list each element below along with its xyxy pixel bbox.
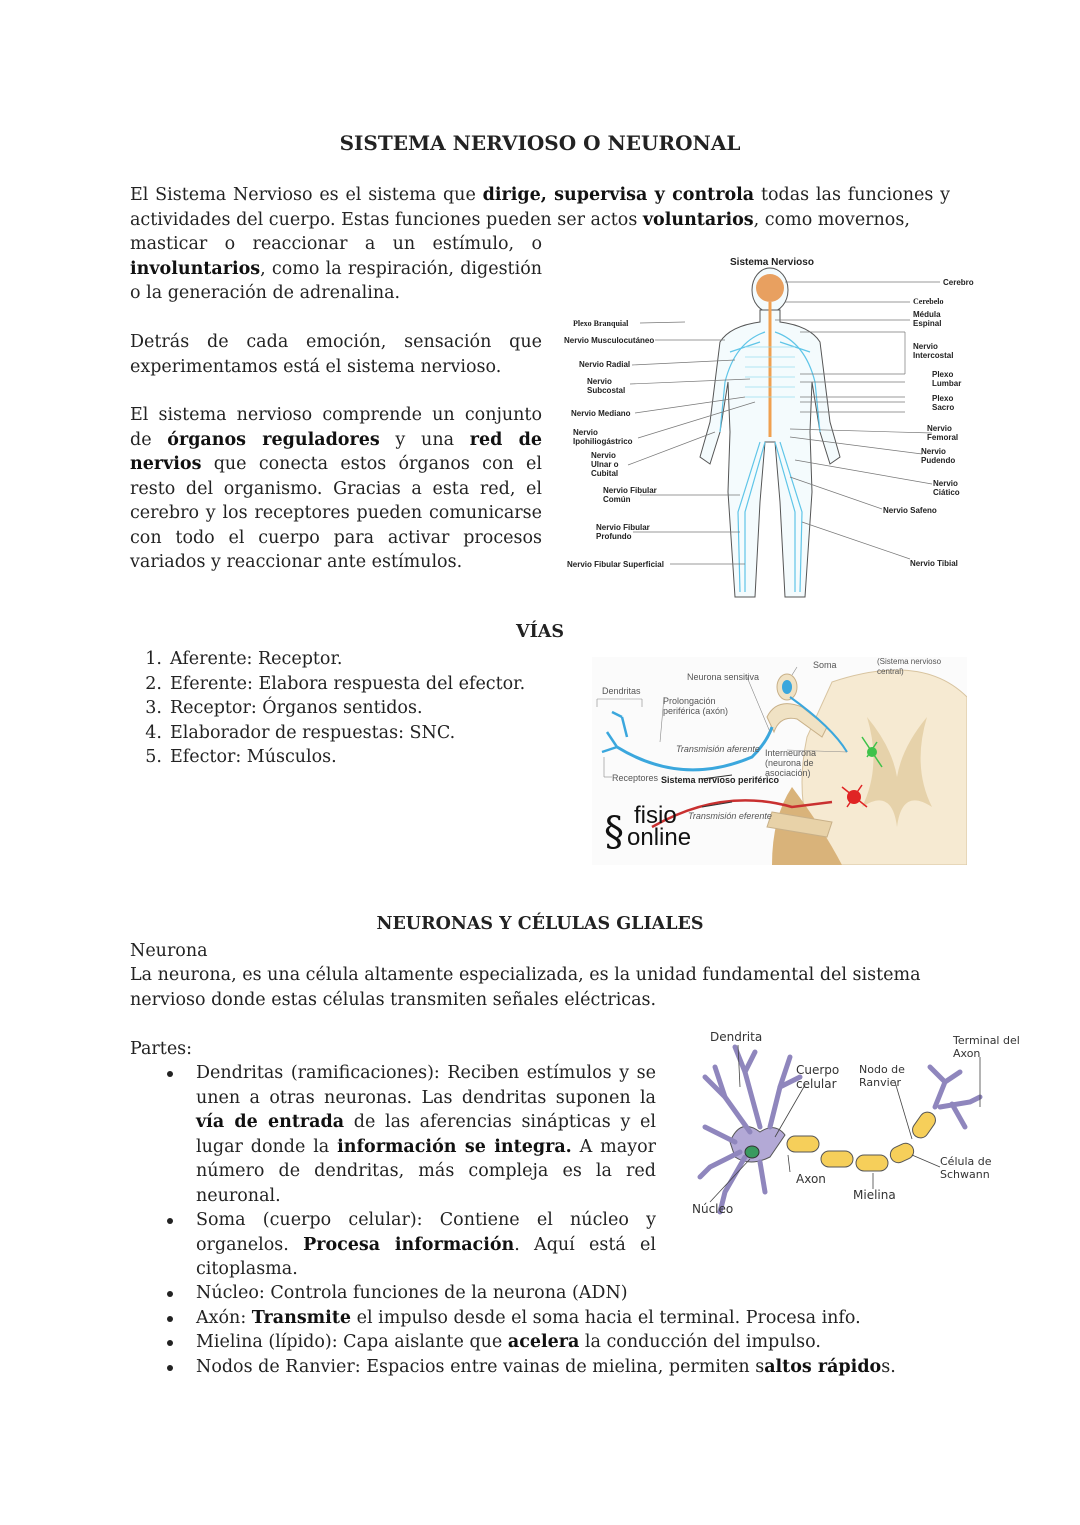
text: el impulso desde el soma hacia el terminal. Procesa info. [351,1307,861,1328]
label-snp: Sistema nervioso periférico [661,775,780,785]
label-cuerpo-celular: Cuerpo celular [796,1063,840,1091]
text: que conecta estos órganos con el resto del organismo. Gracias a esta red, el cerebro y los receptores pueden comunicarse con todo el cuerpo para activar procesos variados y reaccionar ante estímulos. [130,454,542,572]
list-item-nucleo [130,1281,980,1306]
list-item-dendritas [130,1061,656,1208]
label-transmision-eferente: Transmisión eferente [688,811,772,821]
text: la conducción del impulso. [579,1332,821,1352]
bullet-icon [167,1071,173,1077]
list-number: 2. [145,673,162,694]
text: Axón: [196,1307,252,1328]
label-nervio-pudendo: Nervio Pudendo [921,447,956,465]
label-cerebro: Cerebro [943,278,974,287]
bold-text: involuntarios [130,258,261,279]
text: y una [379,429,470,450]
bold-text: voluntarios [642,209,754,230]
label-nucleo: Núcleo [692,1202,734,1216]
bullet-icon [167,1316,173,1322]
list-text: Elaborador de respuestas: SNC. [170,722,456,743]
bullet-icon [167,1340,173,1346]
list-item-axon [130,1306,980,1331]
label-nervio-fibular-superficial: Nervio Fibular Superficial [567,560,664,569]
text: todas las funciones y actividades del cuerpo. Estas funciones pueden ser actos [130,185,950,230]
list-number: 5. [145,747,162,767]
flame-icon: § [604,809,624,855]
network-paragraph [130,403,542,575]
label-soma: Soma [813,660,837,670]
label-nervio-safeno: Nervio Safeno [883,506,937,515]
list-item-ranvier [130,1355,980,1380]
text: A mayor número de dendritas, más compleja es la red neuronal. [196,1136,656,1206]
partes-list-top [130,1061,656,1282]
label-nervio-ulnar: Nervio Ulnar o Cubital [591,451,619,478]
bold-text: red de nervios [130,429,542,474]
label-interneurona: Interneurona (neurona de asociación) [765,748,817,778]
bold-text: altos rápido [764,1356,882,1377]
list-number: 1. [145,649,162,669]
bold-text: Procesa información [303,1234,515,1255]
label-plexo-sacro: Plexo Sacro [932,394,955,412]
label-nervio-fibular-comun: Nervio Fibular Común [603,486,657,504]
neuron-figure [690,1027,1030,1222]
label-snc: (Sistema nervioso central) [877,657,942,676]
label-nervio-ipohiliogastrico: Nervio Ipohiliogástrico [573,428,633,446]
label-plexo-lumbar: Plexo Lumbar [932,370,962,388]
label-mielina: Mielina [853,1188,896,1202]
bold-text: información se integra. [337,1136,572,1157]
vias-title: VÍAS [516,622,564,642]
text: El sistema nervioso comprende un conjunto de [130,405,542,450]
list-item [130,696,525,721]
page-title: SISTEMA NERVIOSO O NEURONAL [339,131,741,155]
nervous-system-figure [560,252,980,604]
neuronas-title: NEURONAS Y CÉLULAS GLIALES [376,914,704,934]
list-text: Efector: Músculos. [170,747,337,767]
intro-paragraph-cont [130,232,542,306]
list-item-soma [130,1208,656,1282]
label-plexo-branquial: Plexo Branquial [573,319,629,328]
text: Dendritas (ramificaciones): Reciben estímulos y se unen a otras neuronas. Las dendritas suponen la [196,1063,656,1108]
figure-title: Sistema Nervioso [730,257,814,268]
label-nervio-intercostal: Nervio Intercostal [913,342,954,360]
label-nervio-tibial: Nervio Tibial [910,559,958,568]
label-nervio-femoral: Nervio Femoral [927,424,959,442]
label-nervio-ciatico: Nervio Ciático [933,479,960,497]
text: , como movernos, [753,209,910,230]
list-item [130,672,525,697]
label-terminal-axon: Terminal del Axon [953,1034,1020,1060]
label-axon: Axon [796,1172,826,1186]
text: s. [881,1356,896,1377]
text: masticar o reaccionar a un estímulo, o [130,234,542,254]
list-number: 4. [145,722,162,743]
bold-text: acelera [507,1332,580,1352]
label-nervio-subcostal: Nervio Subcostal [587,377,626,395]
bullet-icon [167,1365,173,1371]
label-dendritas: Dendritas [602,686,641,696]
bold-text: dirige, supervisa y controla [482,185,755,205]
bold-text: Transmite [251,1307,352,1328]
list-text: Eferente: Elabora respuesta del efector. [170,673,526,694]
bullet-icon [167,1218,173,1224]
neurona-intro: La neurona, es una célula altamente especializada, es la unidad fundamental del sistema nervioso donde estas células transmiten señales eléctricas. [130,965,921,1010]
logo-line2: online [627,824,692,851]
neurona-subtitle: Neurona [130,941,208,961]
label-nervio-mediano: Nervio Mediano [571,409,631,418]
text: Núcleo: Controla funciones de la neurona (ADN) [196,1283,628,1303]
text: El Sistema Nervioso es el sistema que [130,185,483,205]
text: Soma (cuerpo celular): Contiene el núcleo y organelos. [196,1210,656,1255]
vias-list [130,647,525,770]
bold-text: órganos reguladores [167,429,380,450]
label-cerebelo: Cerebelo [913,297,944,306]
list-text: Aferente: Receptor. [170,649,343,669]
partes-label: Partes: [130,1039,193,1059]
text: , como la respiración, digestión o la generación de adrenalina. [130,258,542,303]
label-nervio-fibular-profundo: Nervio Fibular Profundo [596,523,650,541]
text: Mielina (lípido): Capa aislante que [196,1332,508,1352]
label-dendrita: Dendrita [710,1030,763,1044]
label-nervio-radial: Nervio Radial [579,360,631,369]
emotion-paragraph: Detrás de cada emoción, sensación que experimentamos está el sistema nervioso. [130,332,542,377]
list-item [130,721,525,746]
text: . Aquí está el citoplasma. [196,1234,656,1279]
label-neurona-sensitiva: Neurona sensitiva [687,672,760,682]
bold-text: vía de entrada [196,1112,345,1132]
label-celula-schwann: Célula de Schwann [940,1155,992,1181]
logo-line1: fisio [634,802,677,829]
list-text: Receptor: Órganos sentidos. [170,698,423,718]
list-item-mielina [130,1330,980,1355]
label-nervio-musculocutaneo: Nervio Musculocutáneo [564,336,655,345]
list-item [130,745,525,770]
label-prolongacion: Prolongación periférica (axón) [663,696,729,716]
bullet-icon [167,1291,173,1297]
label-transmision-aferente: Transmisión aferente [676,744,760,754]
intro-paragraph-top [130,183,950,232]
label-medula-espinal: Médula Espinal [913,310,942,328]
label-nodo-ranvier: Nodo de Ranvier [859,1063,905,1089]
list-number: 3. [145,698,162,718]
label-receptores: Receptores [612,773,659,783]
partes-list-bottom [130,1281,980,1379]
list-item [130,647,525,672]
text: Nodos de Ranvier: Espacios entre vainas de mielina, permiten s [196,1356,765,1377]
text: de las aferencias sinápticas y el lugar donde la [196,1112,656,1157]
reflex-arc-figure [592,657,967,865]
